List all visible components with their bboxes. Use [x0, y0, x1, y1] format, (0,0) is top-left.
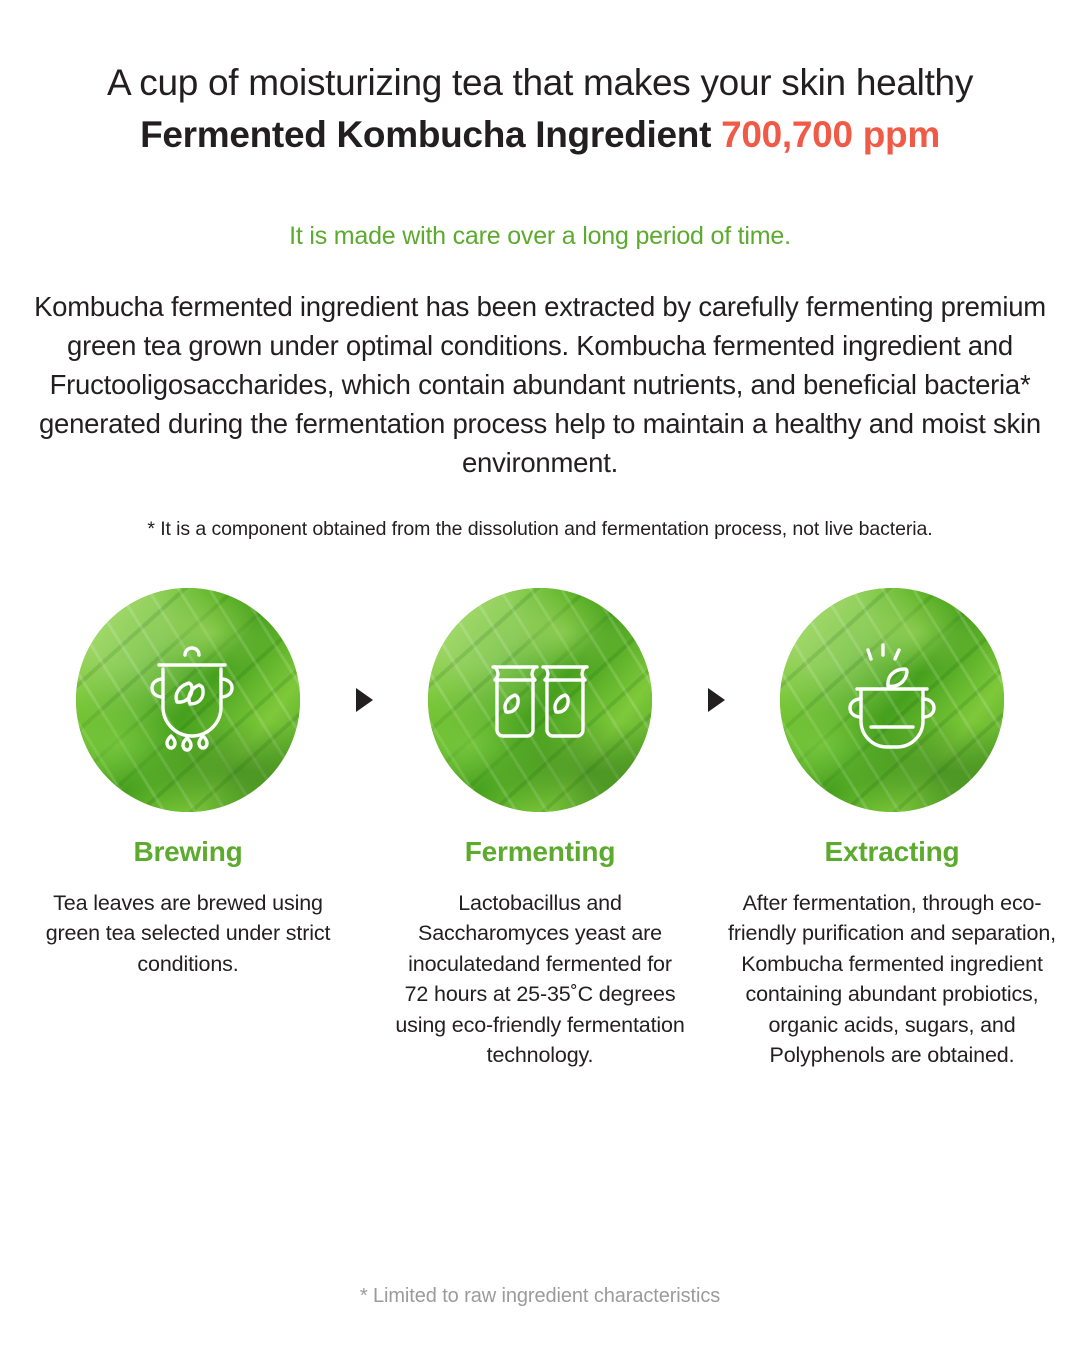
step-brewing-description: Tea leaves are brewed using green tea selected under strict conditions. [45, 890, 331, 976]
step-fermenting-image [428, 588, 652, 812]
headline-line-2 [0, 114, 1080, 157]
extraction-pot-icon [780, 588, 1004, 812]
step-brewing [40, 588, 336, 980]
step-extracting-title: Extracting [824, 835, 960, 867]
step-fermenting-description: Lactobacillus and Saccharomyces yeast are inoculatedand fermented for 72 hours at 25-35˚C degrees using eco-friendly fermentation technology. [395, 890, 685, 1068]
step-brewing-title: Brewing [133, 835, 243, 867]
subheadline: It is made with care over a long period of time. [289, 222, 791, 251]
headline-line-1: A cup of moisturizing tea that makes your skin healthy [106, 62, 974, 103]
body-footnote: * It is a component obtained from the dissolution and fermentation process, not live bacteria. [147, 518, 933, 541]
headline-block [0, 0, 1080, 156]
step-brewing-image [76, 588, 300, 812]
headline-line-2-main: Fermented Kombucha Ingredient [140, 113, 722, 155]
step-fermenting-title: Fermenting [464, 835, 616, 867]
arrow-2-icon [688, 588, 744, 812]
body-paragraph: Kombucha fermented ingredient has been extracted by carefully fermenting premium green tea grown under optimal conditions. Kombucha fermented ingredient and Fructooligosaccharides, which contain abundant nutrients, and beneficial bacteria* generated during the fermentation process help to maintain a healthy and moist skin environment. [34, 291, 1046, 479]
bottom-note: * Limited to raw ingredient characteristics [359, 1285, 721, 1307]
arrow-1-icon [336, 588, 392, 812]
pot-with-leaves-icon [76, 588, 300, 812]
process-steps [0, 588, 1080, 1071]
step-extracting [728, 588, 1056, 1071]
step-extracting-image [780, 588, 1004, 812]
fermentation-jars-icon [428, 588, 652, 812]
ppm-highlight: 700,700 ppm [721, 113, 940, 155]
step-fermenting [392, 588, 688, 1071]
step-extracting-description: After fermentation, through eco-friendly purification and separation, Kombucha fermented ingredient containing abundant probiotics, organic acids, sugars, and Polyphenols are obtained. [728, 890, 1056, 1068]
